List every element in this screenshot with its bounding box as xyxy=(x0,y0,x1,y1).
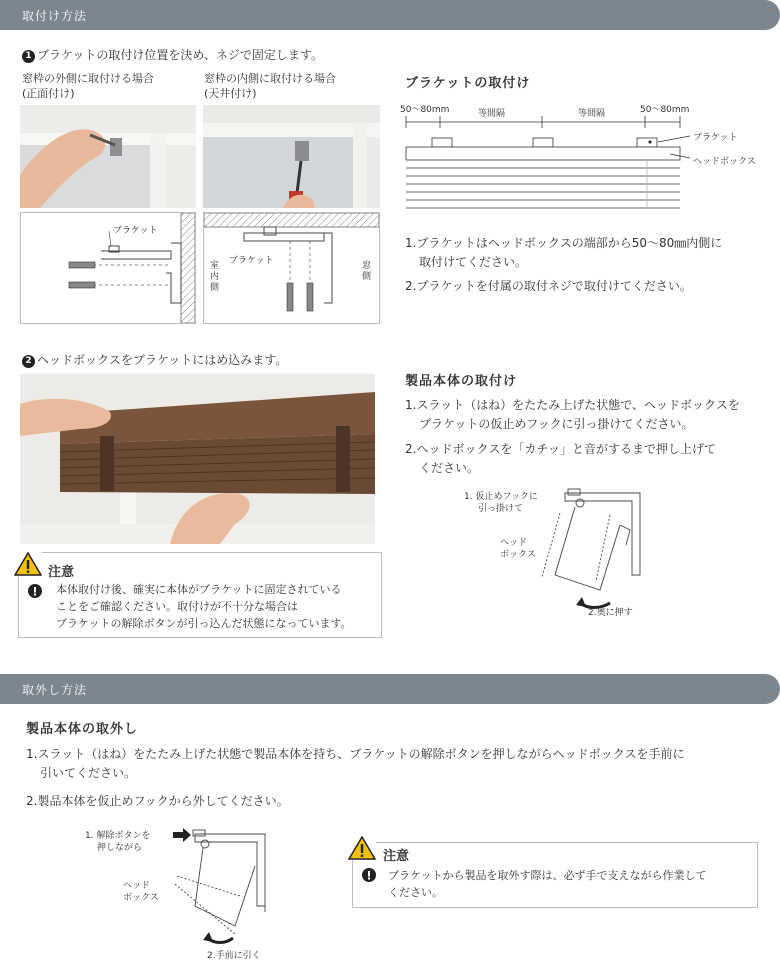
label-bracket: ブラケット xyxy=(693,133,738,143)
photo-ceiling-mount-illustration xyxy=(203,105,380,208)
removal-title: 製品本体の取外し xyxy=(26,722,139,737)
warning-triangle-icon-2 xyxy=(348,836,376,860)
section-header-install-text: 取付け方法 xyxy=(22,9,88,23)
removal-label-2: 2.手前に引く xyxy=(207,951,261,961)
step1-text: ブラケットの取付け位置を決め、ネジで固定します。 xyxy=(37,48,323,62)
bracket-note-1 xyxy=(405,234,722,272)
diagram-ceiling-mount xyxy=(203,212,380,324)
caution-text-remove xyxy=(388,867,706,901)
caution-install-line1: 本体取付け後、確実に本体がブラケットに固定されている xyxy=(56,583,342,596)
caution-title-install: 注意 xyxy=(48,565,75,580)
diagram-left-bracket-label: ブラケット xyxy=(113,226,158,236)
photo-ceiling-mount xyxy=(203,105,380,208)
step2-marker: 2 xyxy=(22,355,35,368)
removal-note-2: 2.製品本体を仮止めフックから外してください。 xyxy=(26,794,289,808)
diagram-right-inside-label: 室内側 xyxy=(210,261,220,293)
product-mount-title: 製品本体の取付け xyxy=(405,374,518,389)
product-mount-note-2 xyxy=(405,440,716,478)
right-caption-2: (天井付け) xyxy=(204,87,257,100)
photo-headbox-insert-illustration xyxy=(20,374,375,544)
exclamation-circle-icon-svg xyxy=(28,584,42,598)
caution-icon-remove-bg xyxy=(348,836,376,860)
exclamation-circle-icon xyxy=(28,583,42,597)
right-caption xyxy=(204,71,336,101)
right-caption-1: 窓枠の内側に取付ける場合 xyxy=(204,72,336,85)
step2-instruction xyxy=(22,351,287,369)
label-headbox: ヘッドボックス xyxy=(693,157,756,167)
removal-headbox-label-1: ヘッド xyxy=(123,881,151,891)
product-mount-label-1 xyxy=(464,491,538,515)
caution-icon-install-bg xyxy=(14,552,42,576)
section-header-install xyxy=(0,0,780,30)
photo-front-mount-illustration xyxy=(20,105,196,208)
dim-mid1: 等間隔 xyxy=(478,109,506,119)
bracket-note-1-line2: 取付けてください。 xyxy=(419,255,528,269)
removal-headbox-label-2: ボックス xyxy=(123,893,159,903)
removal-diagram xyxy=(85,826,285,966)
product-mount-label-2: 2.奥に押す xyxy=(588,608,633,618)
left-caption xyxy=(22,71,154,101)
removal-note-1-line1: 1.スラット（はね）をたたみ上げた状態で製品本体を持ち、ブラケットの解除ボタンを押しながらヘッドボックスを手前に xyxy=(26,747,685,761)
bracket-mount-title: ブラケットの取付け xyxy=(405,76,531,91)
removal-label-1-line1: 1. 解除ボタンを xyxy=(85,831,151,841)
removal-note-1-line2: 引いてください。 xyxy=(40,766,137,780)
warning-triangle-icon xyxy=(14,552,42,576)
step1-marker: 1 xyxy=(22,50,35,63)
photo-front-mount xyxy=(20,105,196,208)
product-mount-diagram xyxy=(460,485,660,620)
caution-install-line3: ブラケットの解除ボタンが引っ込んだ状態になっています。 xyxy=(56,617,352,630)
removal-label-1-line2: 押しながら xyxy=(97,843,143,853)
removal-note-1 xyxy=(26,745,685,783)
product-mount-headbox-label xyxy=(500,537,536,561)
left-caption-1: 窓枠の外側に取付ける場合 xyxy=(22,72,154,85)
removal-headbox-label xyxy=(123,880,159,904)
caution-install-line2: ことをご確認ください。取付けが不十分な場合は xyxy=(56,600,298,613)
caution-title-remove: 注意 xyxy=(383,849,410,864)
step2-text: ヘッドボックスをブラケットにはめ込みます。 xyxy=(37,353,288,367)
section-header-remove xyxy=(0,674,780,704)
product-mount-note-2-line2: ください。 xyxy=(419,461,480,475)
product-mount-note-1-line1: 1.スラット（はね）をたたみ上げた状態で、ヘッドボックスを xyxy=(405,398,740,412)
product-mount-note-1-line2: ブラケットの仮止めフックに引っ掛けてください。 xyxy=(419,417,694,431)
exclamation-circle-icon-2-svg xyxy=(362,868,376,882)
diagram-front-mount-lines xyxy=(21,213,195,323)
removal-label-1 xyxy=(85,830,150,854)
bracket-note-1-line1: 1.ブラケットはヘッドボックスの端部から50～80㎜内側に xyxy=(405,236,723,250)
diagram-front-mount xyxy=(20,212,196,324)
section-header-remove-text: 取外し方法 xyxy=(22,683,88,697)
left-caption-2: (正面付け) xyxy=(22,87,75,100)
diagram-right-bracket-label: ブラケット xyxy=(229,256,274,266)
dim-right: 50～80mm xyxy=(640,105,690,115)
product-mount-label-1-line2: 引っ掛けて xyxy=(478,504,524,514)
bracket-note-2: 2.ブラケットを付属の取付ネジで取付けてください。 xyxy=(405,279,692,293)
dim-mid2: 等間隔 xyxy=(578,109,606,119)
product-mount-headbox-label-2: ボックス xyxy=(500,550,536,560)
bracket-dimension-diagram xyxy=(400,98,770,218)
step1-instruction xyxy=(22,46,323,64)
exclamation-circle-icon-2 xyxy=(362,867,376,881)
product-mount-headbox-label-1: ヘッド xyxy=(500,538,528,548)
diagram-ceiling-mount-lines xyxy=(204,213,379,323)
product-mount-note-1 xyxy=(405,396,740,434)
dim-left: 50～80mm xyxy=(400,105,450,115)
diagram-right-window-label: 窓側 xyxy=(362,261,372,282)
caution-text-install xyxy=(56,581,352,632)
photo-headbox-insert xyxy=(20,374,375,544)
product-mount-note-2-line1: 2.ヘッドボックスを「カチッ」と音がするまで押し上げて xyxy=(405,442,716,456)
product-mount-label-1-line1: 1. 仮止めフックに xyxy=(464,492,538,502)
caution-remove-line1: ブラケットから製品を取外す際は、必ず手で支えながら作業して xyxy=(388,869,707,882)
caution-remove-line2: ください。 xyxy=(388,886,443,899)
